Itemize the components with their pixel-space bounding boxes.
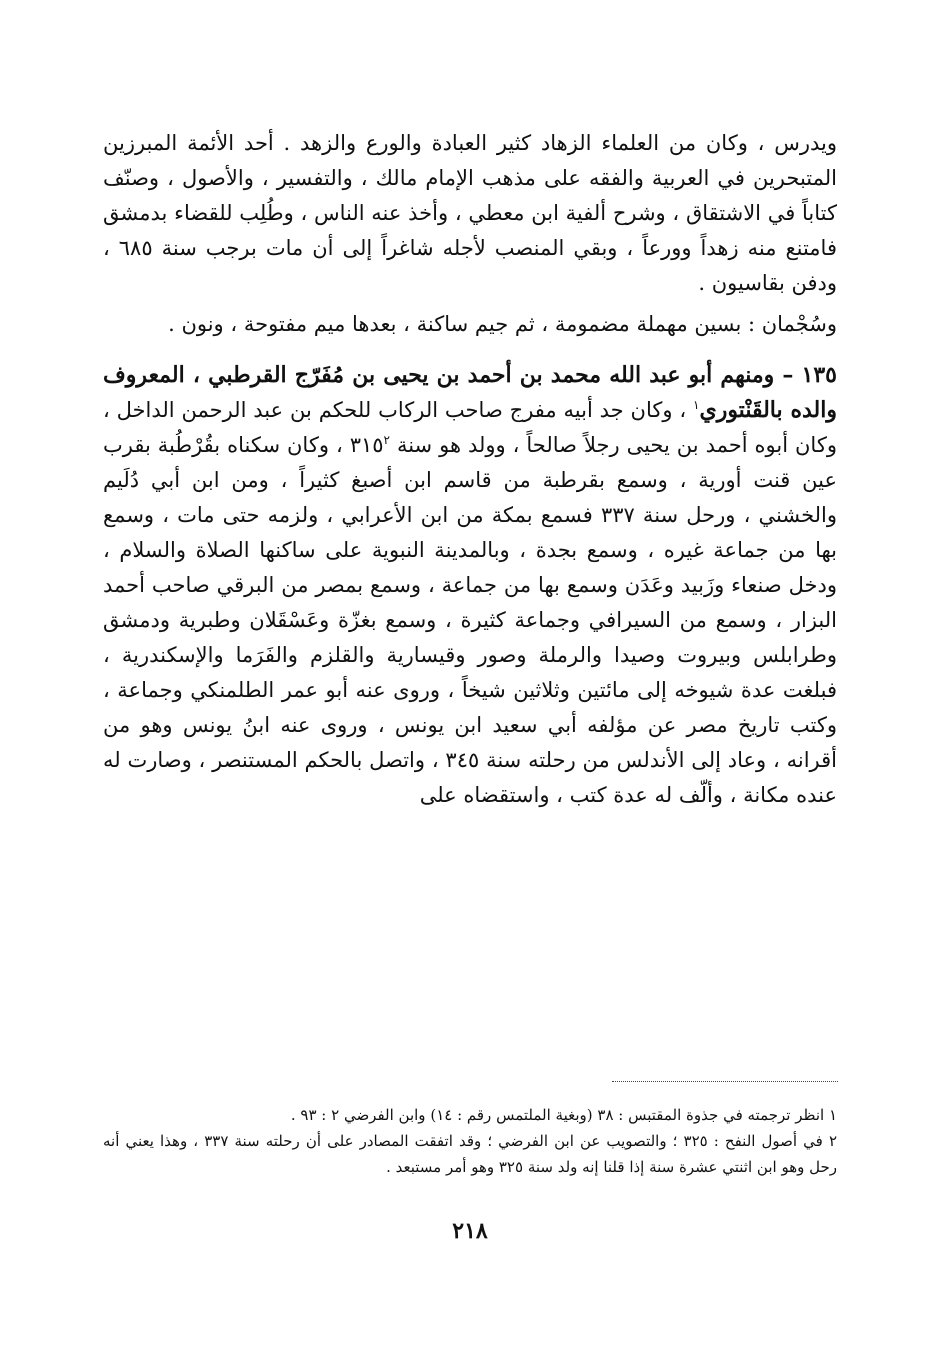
footnote-divider — [612, 1081, 838, 1082]
biography-entry-135 — [103, 358, 837, 813]
entry-heading: ١٣٥ – ومنهم أبو عبد الله محمد بن أحمد بن يحيى بن مُفَرّج القرطبي ، المعروف والده بالقَنْتوري — [103, 362, 837, 423]
entry-text-part-2: ، وكان سكناه بقُرْطُبة بقرب عين قنت أورية ، وسمع بقرطبة من قاسم ابن أصبغ كثيراً ، ومن ابن أبي دُلَيم والخشني ، ورحل سنة ٣٣٧ فسمع بمكة من ابن الأعرابي ، ولزمه حتى مات ، وسمع بها من جماعة غيره ، وسمع بجدة ، وبالمدينة النبوية على ساكنها الصلاة والسلام ، ودخل صنعاء وزَبيد وعَدَن وسمع بها من جماعة ، وسمع بمصر من البرقي صاحب أحمد البزار ، وسمع من السيرافي وجماعة كثيرة ، وسمع بغزّة وعَسْقَلان وطبرية ودمشق وطرابلس وبيروت وصيدا والرملة وصور وقيسارية والقلزم والفَرَما والإسكندرية ، فبلغت عدة شيوخه إلى مائتين وثلاثين شيخاً ، وروى عنه أبو عمر الطلمنكي وجماعة ، وكتب تاريخ مصر عن مؤلفه أبي سعيد ابن يونس ، وروى عنه ابنُ يونس وهو من أقرانه ، وعاد إلى الأندلس من رحلته سنة ٣٤٥ ، واتصل بالحكم المستنصر ، وصارت له عنده مكانة ، وألّف له عدة كتب ، واستقضاه على — [103, 433, 837, 807]
page-number: ٢١٨ — [452, 1218, 488, 1244]
biography-paragraph-end: ويدرس ، وكان من العلماء الزهاد كثير العبادة والورع والزهد . أحد الأئمة المبرزين المتبحرين في العربية والفقه على مذهب الإمام مالك ، والتفسير ، والأصول ، وصنّف كتاباً في الاشتقاق ، وشرح ألفية ابن معطي ، وأخذ عنه الناس ، وطُلِب للقضاء بدمشق فامتنع منه زهداً وورعاً ، وبقي المنصب لأجله شاغراً إلى أن مات برجب سنة ٦٨٥ ، ودفن بقاسيون . — [103, 131, 837, 295]
main-text — [103, 126, 837, 813]
footnotes — [103, 1102, 837, 1180]
footnote-ref-2: ٢ — [383, 433, 390, 447]
spelling-note-paragraph: وسُجْمان : بسين مهملة مضمومة ، ثم جيم ساكنة ، بعدها ميم مفتوحة ، ونون . — [168, 312, 837, 336]
footnote-ref-1: ١ — [693, 398, 700, 412]
footnote-1: ١ انظر ترجمته في جذوة المقتبس : ٣٨ (وبغية الملتمس رقم : ١٤) وابن الفرضي ٢ : ٩٣ . — [290, 1106, 837, 1124]
footnote-2: ٢ في أصول النفح : ٣٢٥ ؛ والتصويب عن ابن الفرضي ؛ وقد اتفقت المصادر على أن رحلته سنة ٣٣٧ ، وهذا يعني أنه رحل وهو ابن اثنتي عشرة سنة إذا قلنا إنه ولد سنة ٣٢٥ وهو أمر مستبعد . — [103, 1132, 837, 1176]
entry-text-part-1: ، وكان جد أبيه مفرج صاحب الركاب للحكم بن عبد الرحمن الداخل ، وكان أبوه أحمد بن يحيى رجلاً صالحاً ، وولد هو سنة ٣١٥ — [103, 398, 837, 457]
